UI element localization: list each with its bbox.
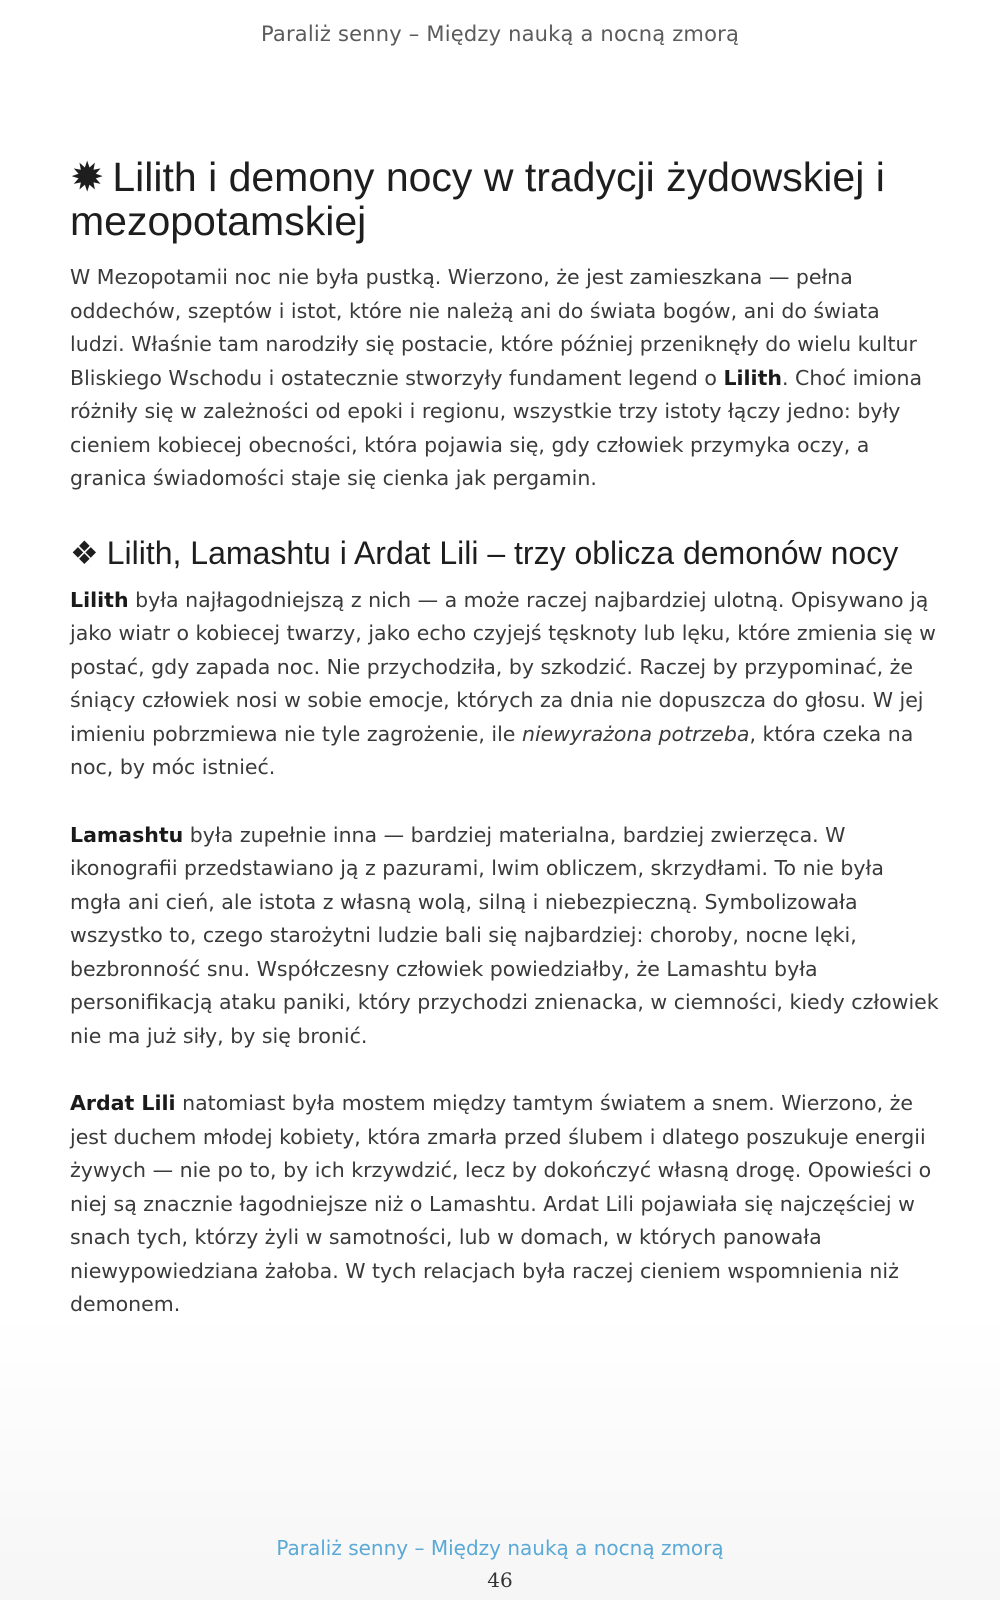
intro-name-lilith: Lilith <box>723 365 782 390</box>
intro-text-part1: W Mezopotamii noc nie była pustką. Wierzono, że jest zamieszkana — pełna oddechów, szeptów i istot, które nie należą ani do świata bogów, ani do świata ludzi. Właśnie tam narodziły się postacie, które później przeniknęły do wielu kultur Bliskiego Wschodu i ostatecznie stworzyły fundament legend o <box>70 265 917 390</box>
lilith-emphasis: niewyrażona potrzeba <box>521 721 750 746</box>
lilith-paragraph <box>70 584 940 785</box>
ardat-lili-name: Ardat Lili <box>70 1091 176 1115</box>
subsection-heading-text: Lilith, Lamashtu i Ardat Lili – trzy oblicza demonów nocy <box>106 534 899 571</box>
lamashtu-paragraph <box>70 819 940 1054</box>
intro-text-part2: . Choć imiona różniły się w zależności od epoki i regionu, wszystkie trzy istoty łączy jedno: były cieniem kobiecej obecności, która pojawia się, gdy człowiek przymyka oczy, a granica świadomości staje się cienka jak pergamin. <box>70 365 923 490</box>
section-heading-text: Lilith i demony nocy w tradycji żydowskiej i mezopotamskiej <box>70 154 885 244</box>
diamond-ornament-icon: ❖ <box>70 534 99 571</box>
section-heading <box>70 155 940 243</box>
page-number: 46 <box>487 1568 513 1592</box>
ardat-lili-paragraph <box>70 1087 940 1322</box>
lilith-text-part1: była najłagodniejszą z nich — a może raczej najbardziej ulotną. Opisywano ją jako wiatr o kobiecej twarzy, jako echo czyjejś tęsknoty lub lęku, które zmienia się w postać, gdy zapada noc. Nie przychodziła, by szkodzić. Raczej by przypominać, że śniący człowiek nosi w sobie emocje, których za dnia nie dopuszcza do głosu. W jej imieniu pobrzmiewa nie tyle zagrożenie, ile <box>70 587 936 746</box>
lamashtu-text: była zupełnie inna — bardziej materialna, bardziej zwierzęca. W ikonografii przedstawiano ją z pazurami, lwim obliczem, skrzydłami. To nie była mgła ani cień, ale istota z własną wolą, silną i niebezpieczną. Symbolizowała wszystko to, czego starożytni ludzie bali się najbardziej: choroby, nocne lęki, bezbronność snu. Współczesny człowiek powiedziałby, że Lamashtu była personifikacją ataku paniki, który przychodzi znienacka, w ciemności, kiedy człowiek nie ma już siły, by się bronić. <box>70 822 939 1048</box>
lilith-text-part2: , która czeka na noc, by móc istnieć. <box>70 721 914 779</box>
lilith-name: Lilith <box>70 587 129 612</box>
page-content <box>70 155 940 1322</box>
sunburst-icon: ✹ <box>70 154 105 200</box>
running-header: Paraliż senny – Między nauką a nocną zmorą <box>260 22 740 46</box>
running-footer: Paraliż senny – Między nauką a nocną zmorą <box>276 1536 724 1560</box>
ardat-lili-text: natomiast była mostem między tamtym światem a snem. Wierzono, że jest duchem młodej kobiety, która zmarła przed ślubem i dlatego poszukuje energii żywych — nie po to, by ich krzywdzić, lecz by dokończyć własną drogę. Opowieści o niej są znacznie łagodniejsze niż o Lamashtu. Ardat Lili pojawiała się najczęściej w snach tych, którzy żyli w samotności, lub w domach, w których panowała niewypowiedziana żałoba. W tych relacjach była raczej cieniem wspomnienia niż demonem. <box>70 1091 932 1316</box>
subsection-heading <box>70 534 940 572</box>
intro-paragraph <box>70 261 940 496</box>
lamashtu-name: Lamashtu <box>70 822 184 847</box>
